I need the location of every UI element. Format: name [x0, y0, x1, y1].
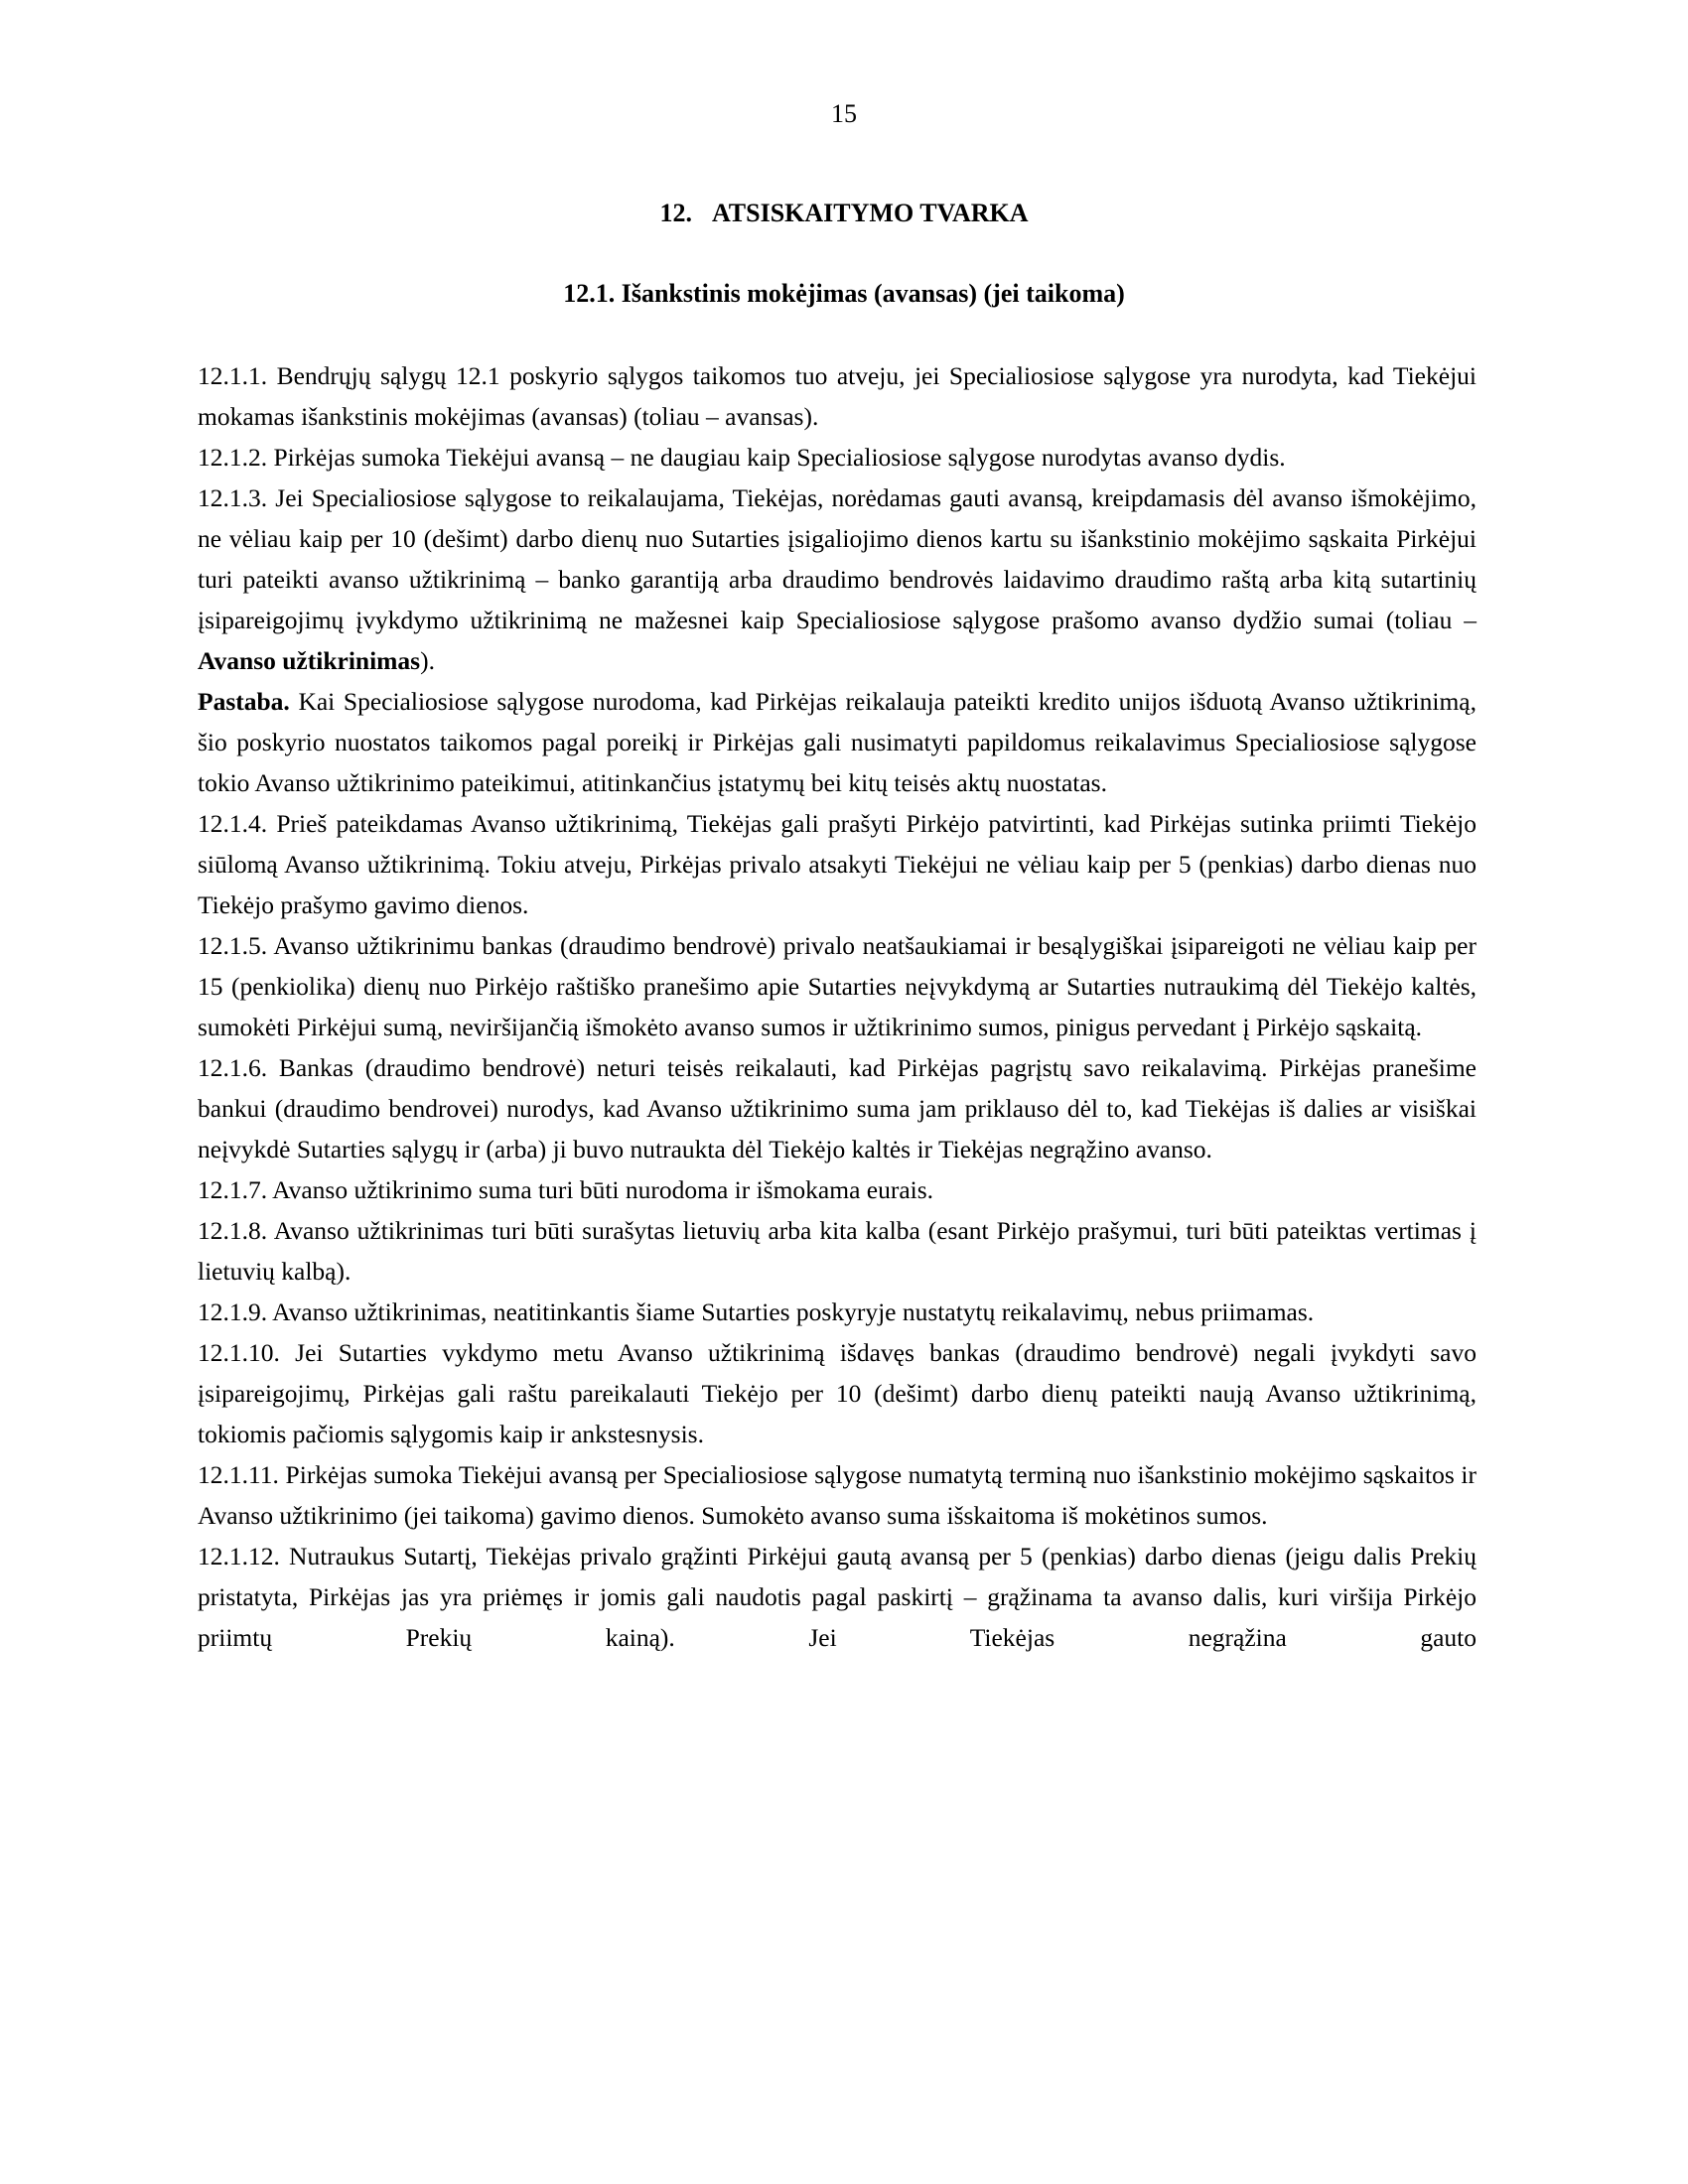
paragraph-12-1-10: 12.1.10. Jei Sutarties vykdymo metu Avanso užtikrinimą išdavęs bankas (draudimo bendrovė) negali įvykdyti savo įsipareigojimų, Pirkėjas gali raštu pareikalauti Tiekėjo per 10 (dešimt) darbo dienų pateikti naują Avanso užtikrinimą, tokiomis pačiomis sąlygomis kaip ir ankstesnysis.	[198, 1338, 1477, 1448]
note-text: Kai Specialiosiose sąlygose nurodoma, kad Pirkėjas reikalauja pateikti kredito unijos išduotą Avanso užtikrinimą, šio poskyrio nuostatos taikomos pagal poreikį ir Pirkėjas gali nusimatyti papildomus reikalavimus Specialiosiose sąlygose tokio Avanso užtikrinimo pateikimui, atitinkančius įstatymų bei kitų teisės aktų nuostatas.	[198, 687, 1477, 797]
paragraph-text-end: ).	[420, 646, 435, 675]
paragraph-12-1-12: 12.1.12. Nutraukus Sutartį, Tiekėjas privalo grąžinti Pirkėjui gautą avansą per 5 (penkias) darbo dienas (jeigu dalis Prekių pristatyta, Pirkėjas jas yra priėmęs ir jomis gali naudotis pagal paskirtį – grąžinama ta avanso dalis, kuri viršija Pirkėjo priimtų Prekių kainą). Jei Tiekėjas negrąžina gauto	[198, 1542, 1477, 1652]
defined-term: Avanso užtikrinimas	[198, 646, 421, 675]
paragraph-12-1-5: 12.1.5. Avanso užtikrinimu bankas (draudimo bendrovė) privalo neatšaukiamai ir besąlygiškai įsipareigoti ne vėliau kaip per 15 (penkiolika) dienų nuo Pirkėjo raštiško pranešimo apie Sutarties neįvykdymą ar Sutarties nutraukimą dėl Tiekėjo kaltės, sumokėti Pirkėjui sumą, neviršijančią išmokėto avanso sumos ir užtikrinimo sumos, pinigus pervedant į Pirkėjo sąskaitą.	[198, 931, 1477, 1041]
note-label: Pastaba.	[198, 687, 290, 716]
paragraph-12-1-1: 12.1.1. Bendrųjų sąlygų 12.1 poskyrio sąlygos taikomos tuo atveju, jei Specialiosiose sąlygose yra nurodyta, kad Tiekėjui mokamas išankstinis mokėjimas (avansas) (toliau – avansas).	[198, 361, 1477, 431]
paragraph-12-1-8: 12.1.8. Avanso užtikrinimas turi būti surašytas lietuvių arba kita kalba (esant Pirkėjo prašymui, turi būti pateiktas vertimas į lietuvių kalbą).	[198, 1216, 1477, 1286]
page-number: 15	[831, 99, 857, 128]
paragraph-12-1-6: 12.1.6. Bankas (draudimo bendrovė) neturi teisės reikalauti, kad Pirkėjas pagrįstų savo reikalavimą. Pirkėjas pranešime bankui (draudimo bendrovei) nurodys, kad Avanso užtikrinimo suma jam priklauso dėl to, kad Tiekėjas iš dalies ar visiškai neįvykdė Sutarties sąlygų ir (arba) ji buvo nutraukta dėl Tiekėjo kaltės ir Tiekėjas negrąžino avanso.	[198, 1053, 1477, 1163]
paragraph-12-1-11: 12.1.11. Pirkėjas sumoka Tiekėjui avansą per Specialiosiose sąlygose numatytą terminą nuo išankstinio mokėjimo sąskaitos ir Avanso užtikrinimo (jei taikoma) gavimo dienos. Sumokėto avanso suma išskaitoma iš mokėtinos sumos.	[198, 1460, 1477, 1530]
paragraph-12-1-9: 12.1.9. Avanso užtikrinimas, neatitinkantis šiame Sutarties poskyryje nustatytų reikalavimų, nebus priimamas.	[198, 1297, 1315, 1326]
paragraph-12-1-3	[198, 478, 1477, 681]
paragraph-text: 12.1.3. Jei Specialiosiose sąlygose to reikalaujama, Tiekėjas, norėdamas gauti avansą, kreipdamasis dėl avanso išmokėjimo, ne vėliau kaip per 10 (dešimt) darbo dienų nuo Sutarties įsigaliojimo dienos kartu su išankstinio mokėjimo sąskaita Pirkėjui turi pateikti avanso užtikrinimą – banko garantiją arba draudimo bendrovės laidavimo draudimo raštą arba kitą sutartinių įsipareigojimų įvykdymo užtikrinimą ne mažesnei kaip Specialiosiose sąlygose prašomo avanso dydžio sumai (toliau –	[198, 483, 1477, 634]
section-title: ATSISKAITYMO TVARKA	[711, 199, 1029, 227]
section-heading	[0, 199, 1688, 228]
paragraph-12-1-7: 12.1.7. Avanso užtikrinimo suma turi būti nurodoma ir išmokama eurais.	[198, 1175, 934, 1204]
document-body	[198, 355, 1477, 1658]
section-number: 12.	[659, 199, 692, 227]
paragraph-12-1-4: 12.1.4. Prieš pateikdamas Avanso užtikrinimą, Tiekėjas gali prašyti Pirkėjo patvirtinti, kad Pirkėjas sutinka priimti Tiekėjo siūlomą Avanso užtikrinimą. Tokiu atveju, Pirkėjas privalo atsakyti Tiekėjui ne vėliau kaip per 5 (penkias) darbo dienas nuo Tiekėjo prašymo gavimo dienos.	[198, 809, 1477, 919]
paragraph-note	[198, 681, 1477, 803]
subsection-heading: 12.1. Išankstinis mokėjimas (avansas) (jei taikoma)	[563, 279, 1125, 308]
paragraph-12-1-2: 12.1.2. Pirkėjas sumoka Tiekėjui avansą – ne daugiau kaip Specialiosiose sąlygose nurodytas avanso dydis.	[198, 443, 1286, 472]
